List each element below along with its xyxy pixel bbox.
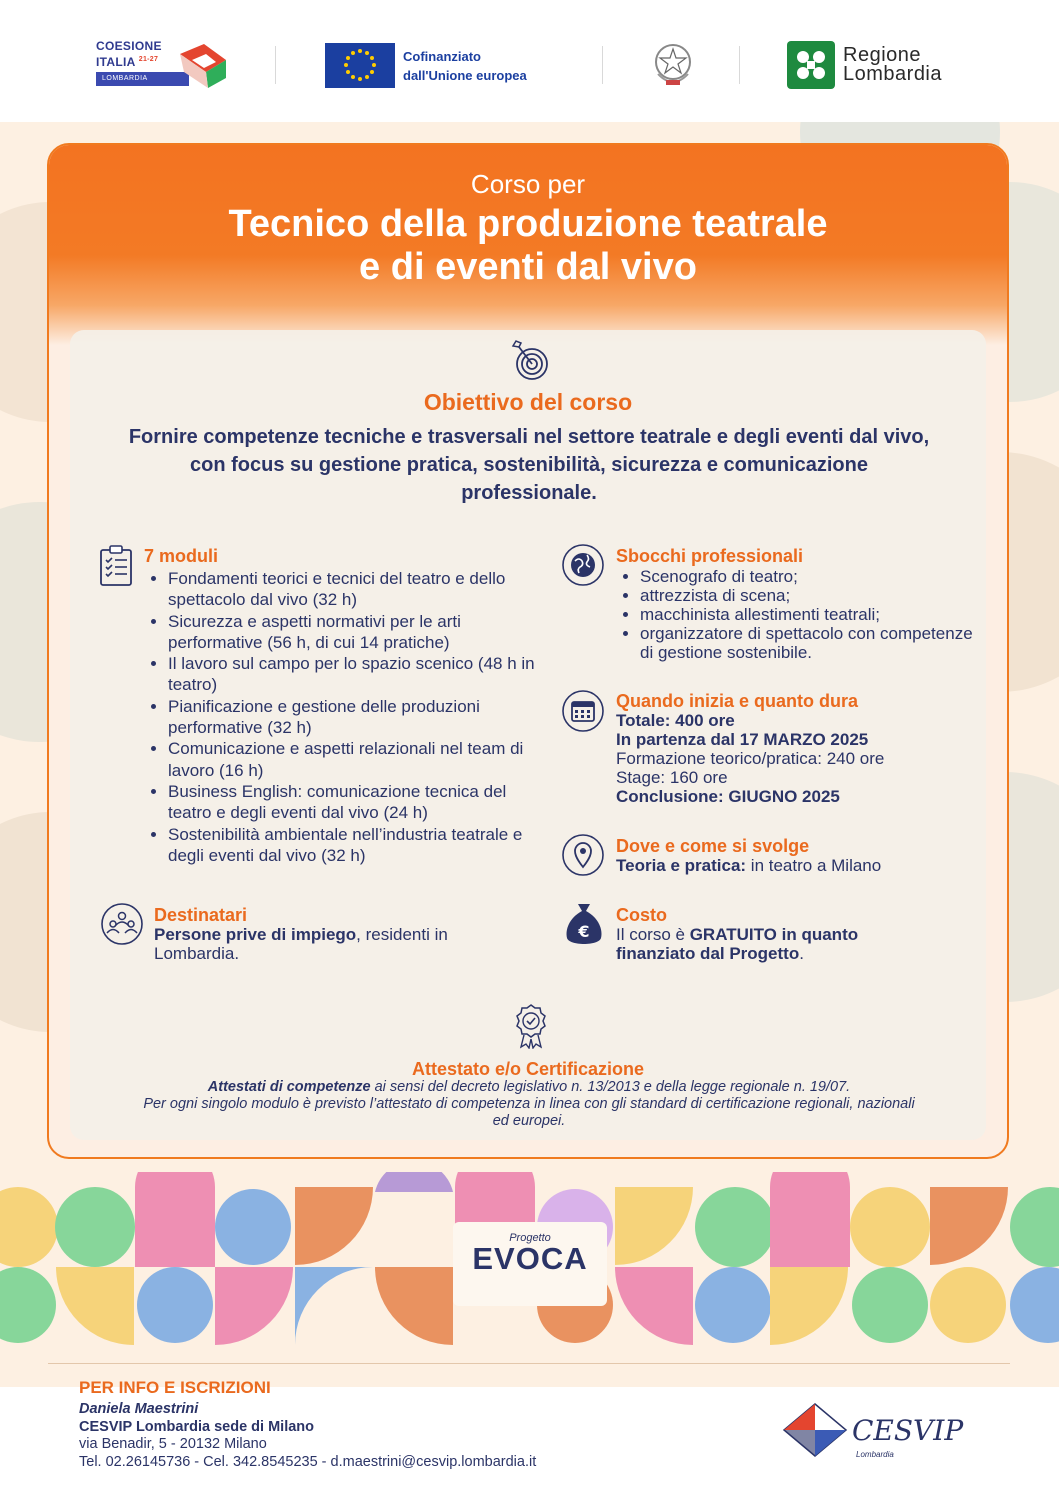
- coesione-line1: COESIONE: [96, 39, 162, 53]
- module-item: • Il lavoro sul campo per lo spazio scenico (48 h in teatro): [168, 653, 544, 696]
- regione-lombardia-logo-icon: [787, 41, 835, 89]
- module-item: • Business English: comunicazione tecnica del teatro e degli eventi dal vivo (24 h): [168, 781, 544, 824]
- globe-icon: [561, 543, 605, 587]
- sbocco-item: • Scenografo di teatro;: [640, 567, 986, 586]
- regione-text-line1: Regione: [843, 44, 922, 66]
- module-item: • Fondamenti teorici e tecnici del teatro e dello spettacolo dal vivo (32 h): [168, 568, 544, 611]
- money-bag-euro-icon: [563, 900, 605, 948]
- destinatari-bold: Persone prive di impiego: [154, 925, 357, 944]
- quando-section: [616, 691, 986, 806]
- quando-partenza: In partenza dal 17 MARZO 2025: [616, 730, 869, 749]
- coesione-arrow-icon: [178, 42, 228, 90]
- coesione-badge: LOMBARDIA: [96, 72, 189, 86]
- calendar-icon: [561, 689, 605, 733]
- costo-pre: Il corso è: [616, 925, 690, 944]
- footer-contact-block: [79, 1401, 536, 1471]
- map-pin-icon: [561, 833, 605, 877]
- quando-formazione: Formazione teorico/pratica: 240 ore: [616, 749, 885, 768]
- coesione-line2: ITALIA: [96, 55, 136, 69]
- coesione-years: 21-27: [138, 56, 159, 63]
- checklist-icon: [99, 545, 133, 587]
- attestato-line2: Per ogni singolo modulo è previsto l’attestato di competenza in linea con gli standard di certificazione regionali, nazionali ed europei.: [143, 1096, 915, 1129]
- cesvip-logo: [780, 1400, 965, 1465]
- destinatari-title: Destinatari: [154, 905, 248, 925]
- quando-conclusione: Conclusione: GIUGNO 2025: [616, 787, 840, 806]
- sbocchi-title: Sbocchi professionali: [616, 546, 804, 566]
- regione-text-line2: Lombardia: [843, 63, 943, 85]
- eu-cofinanziato-text: [403, 47, 527, 85]
- footer-divider: [48, 1363, 1010, 1364]
- modules-title: 7 moduli: [144, 546, 219, 566]
- costo-section: [616, 905, 986, 963]
- sbocco-item: • attrezzista di scena;: [640, 586, 986, 605]
- footer-contact-name: Daniela Maestrini: [79, 1401, 199, 1417]
- sbocchi-section: [616, 546, 986, 662]
- svg-text:€: €: [578, 922, 590, 941]
- dove-section: [616, 836, 986, 875]
- objective-title: Obiettivo del corso: [423, 389, 633, 415]
- evoca-label-big: EVOCA: [472, 1241, 588, 1276]
- attestato-text: [139, 1079, 919, 1130]
- eu-text-line1: Cofinanziato: [403, 49, 481, 64]
- regione-lombardia-text: [843, 46, 942, 84]
- modules-section: [144, 546, 544, 866]
- attestato-title: Attestato e/o Certificazione: [411, 1059, 645, 1079]
- quando-stage: Stage: 160 ore: [616, 768, 728, 787]
- course-title-prefix: Corso per: [470, 169, 586, 199]
- course-title: [49, 203, 1007, 289]
- cesvip-logo-sub: Lombardia: [856, 1450, 894, 1459]
- logo-header: [0, 0, 1059, 122]
- module-item: • Pianificazione e gestione delle produzioni performative (32 h): [168, 696, 544, 739]
- target-icon: [507, 337, 553, 383]
- destinatari-section: [154, 905, 514, 963]
- module-item: • Comunicazione e aspetti relazionali nel team di lavoro (16 h): [168, 738, 544, 781]
- progetto-evoca-logo: [453, 1222, 607, 1306]
- costo-bold1: GRATUITO in quanto: [689, 925, 859, 944]
- destinatari-rest: , residenti in Lombardia.: [154, 925, 448, 963]
- module-item: • Sostenibilità ambientale nell’industria teatrale e degli eventi dal vivo (32 h): [168, 824, 544, 867]
- dove-bold: Teoria e pratica:: [616, 856, 747, 875]
- quando-totale: Totale: 400 ore: [616, 711, 735, 730]
- costo-title: Costo: [616, 905, 667, 925]
- course-title-line1: Tecnico della produzione teatrale: [228, 203, 828, 245]
- costo-bold2: finanziato dal Progetto: [616, 944, 800, 963]
- dove-rest: in teatro a Milano: [746, 856, 882, 875]
- quando-title: Quando inizia e quanto dura: [616, 691, 859, 711]
- people-group-icon: [100, 902, 144, 946]
- cesvip-logo-text: CESVIP: [852, 1414, 964, 1447]
- attestato-bold: Attestati di competenze: [207, 1079, 371, 1095]
- sbocco-item: • organizzatore di spettacolo con competenze di gestione sostenibile.: [640, 624, 986, 662]
- eu-flag-icon: [325, 43, 395, 88]
- module-item: • Sicurezza e aspetti normativi per le arti performative (56 h, di cui 14 pratiche): [168, 611, 544, 654]
- footer-title: PER INFO E ISCRIZIONI: [79, 1378, 271, 1397]
- sbocchi-list: [616, 567, 986, 662]
- attestato-line1: ai sensi del decreto legislativo n. 13/2013 e della legge regionale n. 19/07.: [370, 1079, 851, 1095]
- sbocco-item: • macchinista allestimenti teatrali;: [640, 605, 986, 624]
- dove-title: Dove e come si svolge: [616, 836, 810, 856]
- italian-emblem-icon: [650, 40, 696, 90]
- modules-list: [144, 568, 544, 866]
- certificate-badge-icon: [513, 1003, 549, 1049]
- course-title-line2: e di eventi dal vivo: [359, 246, 697, 288]
- coesione-italia-logo: [96, 40, 231, 92]
- costo-post: .: [799, 944, 804, 963]
- course-card: [47, 143, 1009, 1159]
- footer-org: CESVIP Lombardia sede di Milano: [79, 1418, 315, 1435]
- footer-contacts[interactable]: Tel. 02.26145736 - Cel. 342.8545235 - d.maestrini@cesvip.lombardia.it: [79, 1453, 537, 1470]
- eu-text-line2: dall'Unione europea: [403, 68, 527, 83]
- cesvip-mark-icon: [780, 1400, 850, 1460]
- footer-address: via Benadir, 5 - 20132 Milano: [79, 1436, 267, 1452]
- evoca-label-small: Progetto: [509, 1232, 551, 1244]
- objective-text: Fornire competenze tecniche e trasversali nel settore teatrale e degli eventi dal vivo, con focus su gestione pratica, sostenibilità, sicurezza e comunicazione professionale.: [128, 426, 930, 504]
